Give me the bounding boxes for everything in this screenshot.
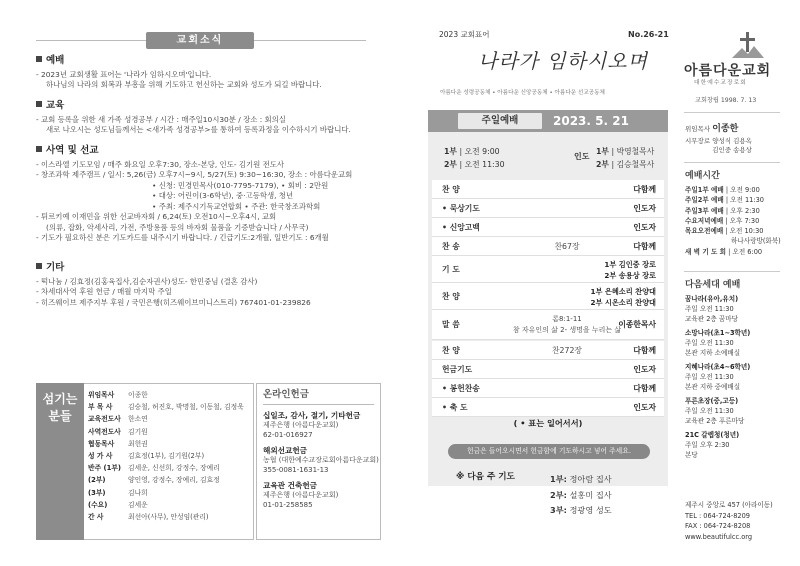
service-time-row: 하나사랑방(화북) [731,237,781,246]
church-subtitle: 대한예수교장로회 [694,80,747,86]
news-line: - 이스라엘 기도모임 / 매주 화요일 오후7:30, 장소-본당, 인도- 김기원 전도사 [36,159,285,169]
order-row [432,180,664,199]
order-row [432,283,664,310]
staff-row [88,487,253,499]
news-line: - 창조과학 제주캠프 / 일시: 5,26(금) 오후7시~9시, 5/27(토) 9:30~16:30, 장소 : 아름다운교회 [36,170,353,180]
next-gen-item: 꿈나라(유아,유치) 주일 오전 11:30 교육관 2층 꿈마당 [685,295,739,323]
next-week-prayer-list: 1부: 정아람 집사 2부: 설홍미 집사 3부: 정광영 성도 [550,474,612,515]
next-gen-item: 푸른초장(중,고등) 주일 오전 11:30 교육관 2층 푸른마당 [685,397,745,425]
staff-name: 최헌권 [128,439,148,448]
service-time-row: 새 벽 기 도 회 | 오전 6:00 [685,247,763,256]
staff-name: 양인영, 강정수, 장예리, 김효정 [128,476,220,485]
staff-name: 김세운 [128,500,148,509]
divider [684,162,780,163]
order-row [432,237,664,256]
news-line: - 차세대사역 후원 헌금 / 매월 마지막 주일 [36,287,172,297]
order-row [432,398,664,417]
staff-role: 사역전도사 [88,427,121,436]
service-times: 1부 | 오전 9:00 2부 | 오전 11:30 [444,147,505,169]
news-line: • 대상: 어린이(3-6학년), 중·고등학생, 청년 [152,191,294,201]
staff-name: 김나희 [128,488,148,497]
order-detail: 롬8:1-11 참 자유인의 삶 2- 생명을 누리는 삶 [512,315,622,334]
section-heading: 예배 [46,55,65,66]
staff-row [88,474,253,486]
order-leader: 인도자 [633,365,656,374]
motto-calligraphy: 나라가 임하시오며 [478,49,648,73]
offering-account: 제주은행 (아름다운교회) [263,491,339,500]
worship-date: 2023. 5. 21 [553,114,629,128]
staff-row [88,511,253,523]
order-detail: 찬67장 [554,242,580,251]
offering-account: 농협 (대한예수교장로회아름다운교회) [263,456,379,465]
staff-role: (2부) [88,476,106,485]
service-time-row: 주일1부 예배 | 오전 9:00 [685,186,760,194]
order-row [432,310,664,340]
standing-note: ( • 표는 일어서서) [513,418,583,428]
offering-account: 62-01-016927 [263,430,313,439]
order-row [432,256,664,283]
staff-role: 부 목 사 [88,403,113,412]
offering-account: 제주은행 (아름다운교회) [263,421,339,430]
staff-row [88,426,253,438]
order-leader: 인도자 [633,204,656,213]
order-label: 기 도 [442,265,460,274]
staff-role: 교육전도사 [88,415,121,424]
staff-role: (3부) [88,488,106,497]
order-leader: 1부 은혜소리 찬양대 2부 시온소리 찬양대 [590,287,656,307]
staff-row [88,438,253,450]
news-title: 교회소식 [146,32,254,49]
staff-row [88,462,253,474]
leader-names: 1부 | 박영철목사 2부 | 김승철목사 [596,147,655,169]
divider [684,271,780,272]
order-detail: 찬272장 [552,346,582,355]
bullet-square-icon [36,101,42,107]
church-name: 아름다운교회 [684,63,772,79]
order-label: 찬 송 [442,242,460,251]
section-education [36,100,381,136]
order-label: 헌금기도 [442,365,473,374]
staff-name: 김승철, 허진호, 박명철, 이동철, 김정욱 [128,403,244,412]
staff-row [88,499,253,511]
staff-role: (수요) [88,500,108,509]
contact-line: TEL : 064-724-8209 [685,511,750,520]
news-line: - 히즈웨이브 제주지부 후원 / 국민은행(히즈웨이브미니스트리) 767401-01-239826 [36,297,311,307]
staff-name: 최선아(사무), 안성임(관리) [128,513,209,522]
next-gen-heading: 다음세대 예배 [685,280,741,290]
service-time-row: 주일3부 예배 | 오후 2:30 [685,206,760,215]
service-time-row: 목요오전예배 | 오전 10:30 [685,227,764,236]
news-line: - 떡나눔 / 김효정(김홍육집사,김순자권사)성도- 한민중님 (결혼 감사) [36,276,258,286]
order-leader: 이종한목사 [618,320,656,329]
staff-row [88,450,253,462]
order-label: 찬 양 [442,185,460,194]
offering-title: 교육관 건축헌금 [263,481,317,491]
staff-role: 성 가 사 [88,452,113,461]
order-label: 말 씀 [442,320,460,329]
section-heading: 교육 [46,100,65,111]
order-leader: 인도자 [633,223,656,232]
news-line: • 신청: 민경민목사(010-7795-7179), • 회비 : 2만원 [152,180,329,190]
online-heading: 온라인헌금 [263,389,374,405]
bulletin-number: No.26-21 [628,30,669,39]
order-row [432,218,664,237]
order-leader: 다함께 [633,185,656,194]
offering-title: 해외선교헌금 [263,445,308,455]
news-line: 하나님의 나라의 회복과 부흥을 위해 기도하고 헌신하는 교회와 성도가 되길 바랍니다. [46,80,322,90]
pastor-info: 위임목사 이종한 시무장로 양성식 김용옥 김인중 송용상 [685,124,752,154]
service-time-row: 주일2부 예배 | 오전 11:30 [685,196,764,205]
church-logo-icon [730,30,766,60]
order-leader: 1부 김인중 장로 2부 송용상 장로 [604,260,656,280]
offering-note: 헌금은 들어오시면서 헌금함에 기도하시고 넣어 주세요. [448,444,650,459]
staff-heading: 섬기는 분들 [36,383,84,540]
leader-label: 인도 [574,152,590,161]
news-line: 새로 나오시는 성도님들께서는 <새가족 성경공부>를 통하여 등록과정을 이수하시기 바랍니다. [46,125,351,135]
church-contact [685,500,773,542]
order-leader: 인도자 [633,403,656,412]
section-heading: 기타 [46,262,65,273]
next-gen-item: 21C 갈렙청(청년) 주일 오후 2:30 본당 [685,431,740,459]
staff-row [88,401,253,413]
next-gen-list [685,294,750,464]
order-label: • 신앙고백 [442,223,480,232]
online-offering-box [256,383,381,540]
staff-name: 김기원 [128,427,148,436]
staff-row [88,389,253,401]
staff-list [88,389,253,523]
order-leader: 다함께 [633,242,656,251]
section-mission [36,145,381,244]
order-row [432,199,664,218]
section-heading: 사역 및 선교 [46,145,99,156]
order-label: • 묵상기도 [442,204,480,213]
service-time-row: 수요저녁예배 | 오후 7:30 [685,216,760,225]
staff-role: 반주 (1부) [88,464,122,473]
news-line: - 2023년 교회생활 표어는 '나라가 임하시오며'입니다. [36,69,212,79]
order-row [432,360,664,379]
offering-title: 십일조, 감사, 절기, 기타헌금 [263,410,361,420]
news-line: - 기도가 필요하신 분은 기도카드를 내주시기 바랍니다. / 긴급기도:2개월, 일반기도 : 6개월 [36,233,329,243]
offering-account: 355-0081-1631-13 [263,465,329,474]
news-line: (의류, 잡화, 악세사리, 가전, 주방용품 등의 바자회 물품을 기증받습니다 / 사무국) [46,222,309,232]
section-etc [36,262,381,308]
order-label: 찬 양 [442,346,460,355]
service-times-list [685,185,781,257]
order-row [432,379,664,398]
order-label: • 봉헌찬송 [442,384,480,393]
bullet-square-icon [36,56,42,62]
news-line: - 교회 등록을 위한 새 가족 성경공부 / 시간 : 매주일10시30분 / 장소 : 회의실 [36,114,286,124]
contact-line: www.beautifulcc.org [685,532,753,541]
staff-name: 김세운, 신선희, 강정수, 장예리 [128,464,220,473]
news-line: - 튀르키예 이재민을 위한 선교바자회 / 6,24(토) 오전10시~오후4시, 교회 [36,212,277,222]
order-row [432,341,664,360]
worship-label: 주일예배 [458,113,542,129]
order-leader: 다함께 [633,346,656,355]
bullet-square-icon [36,263,42,269]
divider [684,112,780,113]
staff-name: 이종한 [128,391,148,399]
offering-account: 01-01-258585 [263,500,313,509]
bullet-square-icon [36,146,42,152]
staff-name: 한소연 [128,415,148,424]
order-leader: 다함께 [633,384,656,393]
section-worship [36,55,381,91]
staff-row [88,413,253,425]
service-times-heading: 예배시간 [685,171,720,181]
news-line: • 주최: 제주시기독교연합회 • 주관: 한국창조과학회 [152,201,321,211]
order-label: • 축 도 [442,403,468,412]
staff-name: 김효정(1부), 김기원(2부) [128,452,205,461]
contact-line: 제주시 중앙로 457 (아라이동) [685,501,773,509]
motto-year-label: 2023 교회표어 [439,30,490,39]
contact-line: FAX : 064-724-8208 [685,522,751,531]
staff-role: 위임목사 [88,391,115,399]
church-established: 교회창립 1998. 7. 13 [695,97,757,104]
staff-role: 간 사 [88,513,104,522]
next-gen-item: 지혜나라(초4~6학년) 주일 오전 11:30 본관 지하 중예배실 [685,363,751,391]
staff-role: 협동목사 [88,439,115,448]
next-week-prayer-label: ※ 다음 주 기도 [456,472,515,482]
next-gen-item: 소망나라(초1~3학년) 주일 오전 11:30 본관 지하 소예배실 [685,329,751,357]
order-label: 찬 양 [442,292,460,301]
taglines: 아름다운 성령공동체 • 아름다운 신앙공동체 • 아름다운 선교공동체 [440,90,605,96]
